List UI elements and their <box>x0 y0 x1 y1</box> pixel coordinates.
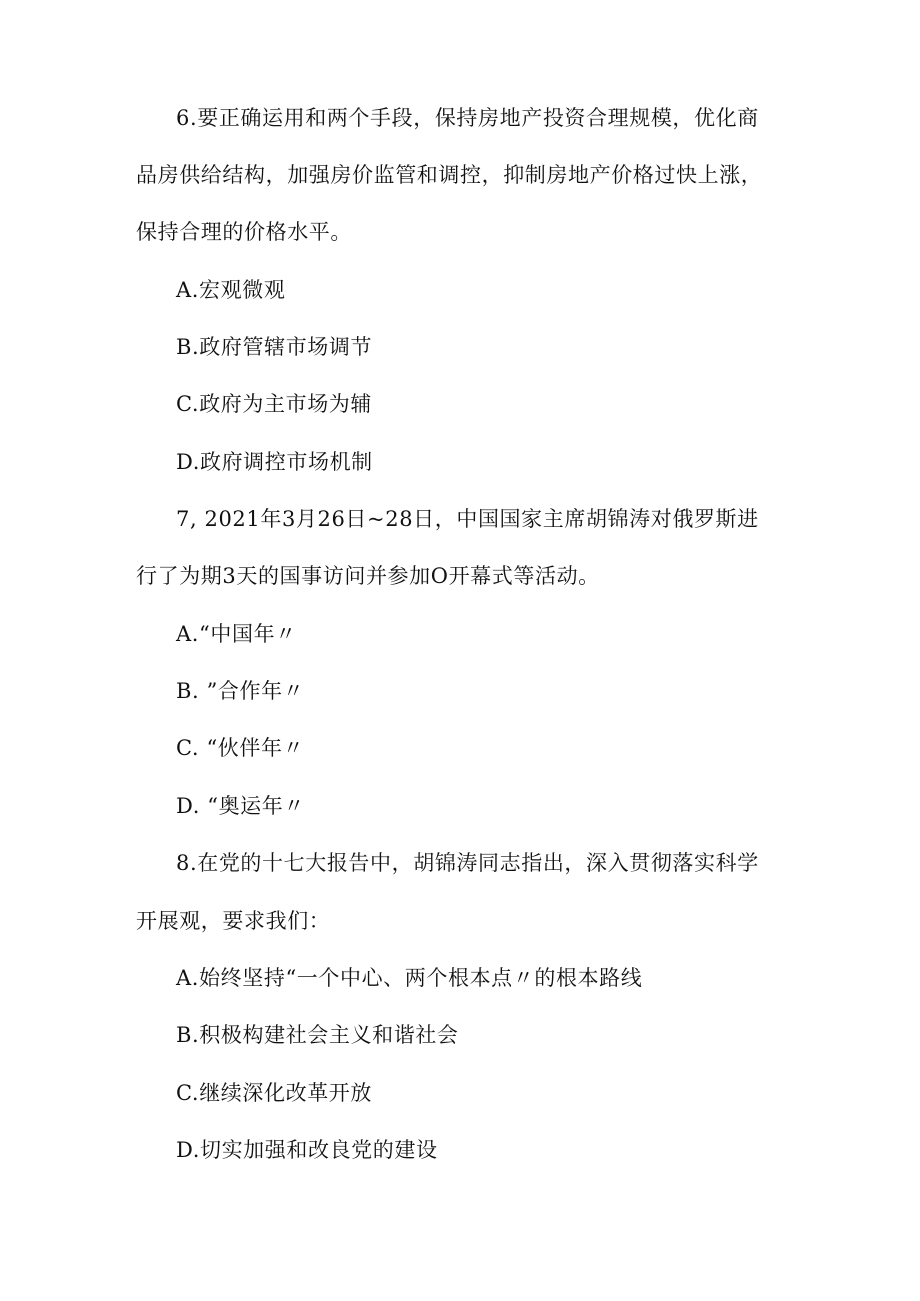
question-6-option-b: B.政府管辖市场调节 <box>176 335 373 359</box>
question-6-stem-line-2: 品房供给结构，加强房价监管和调控，抑制房地产价格过快上涨， <box>136 163 763 187</box>
question-7-option-b: B. ”合作年〃 <box>176 679 305 703</box>
question-8-option-c: C.继续深化改革开放 <box>176 1081 372 1105</box>
question-6-option-c: C.政府为主市场为辅 <box>176 392 372 416</box>
question-7-option-d: D. “奥运年〃 <box>176 794 305 818</box>
question-8-option-b: B.积极构建社会主义和谐社会 <box>176 1023 459 1047</box>
question-7-option-a: A.“中国年〃 <box>176 622 297 646</box>
question-7-option-c: C. “伙伴年〃 <box>176 736 305 760</box>
question-8-option-a: A.始终坚持“一个中心、两个根本点〃的根本路线 <box>176 966 643 990</box>
question-8-stem-line-2: 开展观，要求我们： <box>136 909 331 933</box>
question-8-stem-line-1: 8.在党的十七大报告中，胡锦涛同志指出，深入贯彻落实科学 <box>176 851 759 875</box>
question-6-option-a: A.宏观微观 <box>176 278 286 302</box>
question-8-option-d: D.切实加强和改良党的建设 <box>176 1138 438 1162</box>
question-7-stem-line-1: 7, 2021年3月26日~28日，中国国家主席胡锦涛对俄罗斯进 <box>176 507 759 531</box>
question-6-option-d: D.政府调控市场机制 <box>176 450 373 474</box>
question-6-stem-line-3: 保持合理的价格水平。 <box>136 220 352 244</box>
question-6-stem-line-1: 6.要正确运用和两个手段，保持房地产投资合理规模，优化商 <box>176 106 759 130</box>
question-7-stem-line-2: 行了为期3天的国事访问并参加O开幕式等活动。 <box>136 564 600 588</box>
